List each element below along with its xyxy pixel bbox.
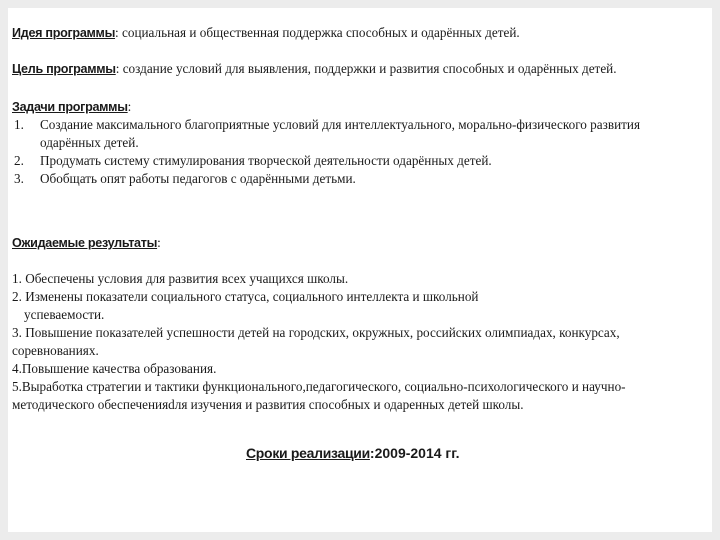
goal-label: Цель программы bbox=[12, 62, 116, 76]
goal-text: : создание условий для выявления, поддержки и развития способных и одарённых детей. bbox=[115, 61, 617, 76]
tasks-label: Задачи программы bbox=[12, 100, 128, 114]
result-line-continued: успеваемости. bbox=[24, 307, 105, 322]
goal-paragraph bbox=[12, 60, 617, 78]
result-line-continued: соревнованиях. bbox=[12, 343, 99, 358]
idea-label: Идея программы bbox=[12, 26, 116, 40]
task-number: 3. bbox=[14, 171, 24, 186]
expected-heading bbox=[12, 234, 161, 252]
result-line: 2. Изменены показатели социального статуса, социального интеллекта и школьной bbox=[12, 289, 479, 304]
result-line: 3. Повышение показателей успешности детей на городских, окружных, российских олимпиадах, конкурсах, bbox=[12, 325, 620, 340]
task-text-continued: одарённых детей. bbox=[40, 135, 139, 150]
list-item bbox=[12, 152, 702, 170]
expected-label-suffix: : bbox=[157, 235, 161, 250]
list-item bbox=[12, 116, 702, 152]
tasks-heading bbox=[12, 98, 131, 116]
tasks-list bbox=[12, 116, 702, 188]
task-text: Создание максимального благоприятные условий для интеллектуального, морально-физического развития bbox=[40, 117, 641, 132]
task-number: 1. bbox=[14, 117, 24, 132]
result-line-continued: методического обеспеченияdля изучения и развития способных и одаренных детей школы. bbox=[12, 397, 524, 412]
result-line: 4.Повышение качества образования. bbox=[12, 361, 217, 376]
idea-paragraph bbox=[12, 24, 520, 42]
term-value: :2009-2014 гг. bbox=[369, 445, 460, 461]
expected-label: Ожидаемые результаты bbox=[12, 236, 158, 250]
implementation-term bbox=[246, 444, 460, 463]
term-label: Сроки реализации bbox=[246, 445, 370, 461]
result-line: 5.Выработка стратегии и тактики функционального,педагогического, социально-психологического и научно- bbox=[12, 379, 626, 394]
list-item bbox=[12, 170, 702, 188]
result-line: 1. Обеспечены условия для развития всех учащихся школы. bbox=[12, 271, 349, 286]
task-text: Продумать систему стимулирования творческой деятельности одарённых детей. bbox=[40, 153, 492, 168]
task-text: Обобщать опят работы педагогов с одарёнными детьми. bbox=[40, 171, 356, 186]
task-number: 2. bbox=[14, 153, 24, 168]
idea-text: : социальная и общественная поддержка способных и одарённых детей. bbox=[115, 25, 520, 40]
tasks-label-suffix: : bbox=[127, 99, 132, 114]
expected-results-list bbox=[12, 270, 702, 414]
